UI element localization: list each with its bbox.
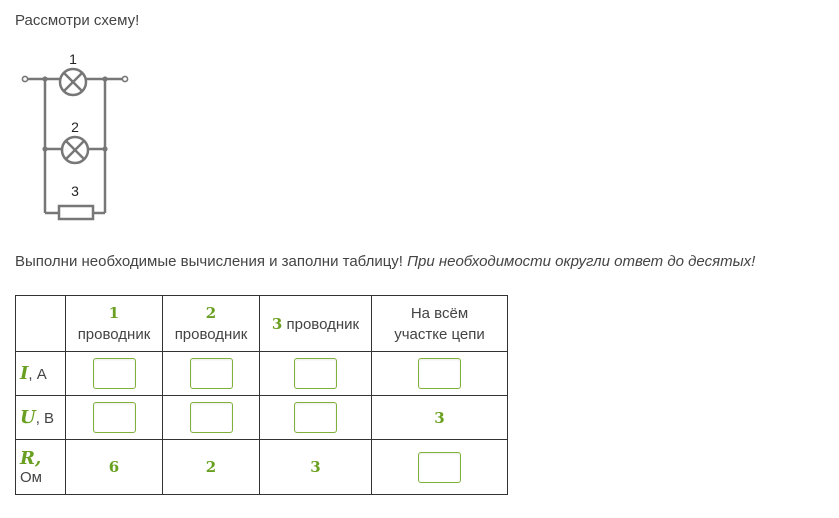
label-current: I, А (16, 352, 66, 396)
input-current-total[interactable] (418, 358, 461, 389)
header-conductor-2: 2 проводник (163, 296, 260, 352)
input-voltage-2[interactable] (190, 402, 233, 433)
value-resistance-1: 6 (66, 440, 163, 495)
input-resistance-total[interactable] (418, 452, 461, 483)
row-current (16, 352, 508, 396)
row-voltage (16, 396, 508, 440)
header-row (16, 296, 508, 352)
answer-table (15, 295, 508, 495)
resistor-3-icon (59, 206, 93, 219)
label-2: 2 (71, 119, 79, 135)
instruction-hint: При необходимости округли ответ до десятых! (407, 253, 756, 270)
circuit-diagram (18, 50, 133, 225)
label-voltage: U, В (16, 396, 66, 440)
input-voltage-1[interactable] (93, 402, 136, 433)
input-current-1[interactable] (93, 358, 136, 389)
header-whole-circuit: На всём участке цепи (372, 296, 508, 352)
label-1: 1 (69, 51, 77, 67)
task-prompt: Рассмотри схему! (15, 12, 140, 29)
input-current-2[interactable] (190, 358, 233, 389)
lamp-1-icon (60, 69, 86, 95)
value-resistance-3: 3 (260, 440, 372, 495)
value-resistance-2: 2 (163, 440, 260, 495)
instruction-main: Выполни необходимые вычисления и заполни таблицу! (15, 253, 408, 270)
label-3: 3 (71, 183, 79, 199)
label-resistance: R, Ом (16, 440, 66, 495)
header-conductor-1: 1 проводник (66, 296, 163, 352)
lamp-2-icon (62, 137, 88, 163)
header-conductor-3: 3 проводник (260, 296, 372, 352)
input-voltage-3[interactable] (294, 402, 337, 433)
task-instruction (15, 253, 755, 270)
input-current-3[interactable] (294, 358, 337, 389)
terminal-right (122, 76, 127, 81)
row-resistance (16, 440, 508, 495)
value-voltage-total: 3 (372, 396, 508, 440)
corner-cell (16, 296, 66, 352)
terminal-left (22, 76, 27, 81)
